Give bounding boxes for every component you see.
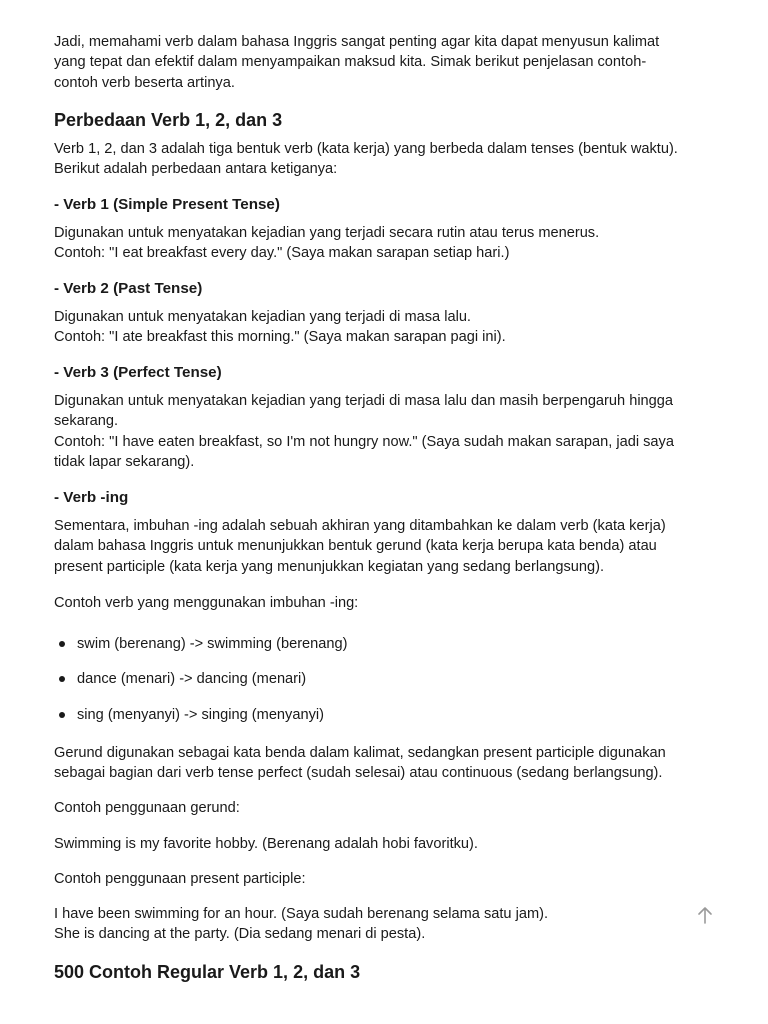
- intro-paragraph: [54, 32, 724, 93]
- paragraph-line: Contoh: "I have eaten breakfast, so I'm not hungry now." (Saya sudah makan sarapan, jadi saya: [54, 433, 674, 450]
- paragraph-line: Digunakan untuk menyatakan kejadian yang terjadi di masa lalu dan masih berpengaruh hingga: [54, 393, 674, 409]
- paragraph-line: Sementara, imbuhan -ing adalah sebuah akhiran yang ditambahkan ke dalam verb (kata kerja): [54, 518, 666, 534]
- intro-line: Jadi, memahami verb dalam bahasa Inggris sangat penting agar kita dapat menyusun kalimat: [54, 34, 660, 50]
- verbing-paragraph: [54, 516, 724, 577]
- list-item: sing (menyanyi) -> singing (menyanyi): [54, 705, 724, 725]
- verb1-paragraph: [54, 223, 724, 264]
- section-heading-regular-verbs: 500 Contoh Regular Verb 1, 2, dan 3: [54, 962, 361, 982]
- verbing-heading: - Verb -ing: [54, 489, 129, 506]
- participle-label: Contoh penggunaan present participle:: [54, 871, 306, 887]
- verb3-paragraph: [54, 391, 724, 473]
- paragraph-line: Gerund digunakan sebagai kata benda dalam kalimat, sedangkan present participle digunakan: [54, 745, 666, 761]
- paragraph-line: Digunakan untuk menyatakan kejadian yang terjadi di masa lalu.: [54, 309, 471, 325]
- verb3-heading: - Verb 3 (Perfect Tense): [54, 364, 222, 381]
- paragraph-line: I have been swimming for an hour. (Saya sudah berenang selama satu jam).: [54, 906, 549, 922]
- paragraph-line: dalam bahasa Inggris untuk menunjukkan bentuk gerund (kata kerja berupa kata benda) atau: [54, 538, 657, 555]
- paragraph-line: sekarang.: [54, 413, 119, 430]
- paragraph-line: Digunakan untuk menyatakan kejadian yang terjadi secara rutin atau terus menerus.: [54, 225, 600, 241]
- gerund-label: Contoh penggunaan gerund:: [54, 800, 240, 816]
- verb2-paragraph: [54, 307, 724, 348]
- examples-list: [54, 634, 724, 725]
- participle-examples: [54, 904, 724, 945]
- paragraph-line: She is dancing at the party. (Dia sedang menari di pesta).: [54, 926, 426, 943]
- intro-line: yang tepat dan efektif dalam menyampaikan maksud kita. Simak berikut penjelasan contoh-: [54, 54, 647, 71]
- arrow-up-icon: [697, 906, 713, 924]
- list-item: swim (berenang) -> swimming (berenang): [54, 634, 724, 654]
- paragraph-line: present participle (kata kerja yang menunjukkan kegiatan yang sedang berlangsung).: [54, 558, 605, 575]
- gerund-example: Swimming is my favorite hobby. (Berenang adalah hobi favoritku).: [54, 836, 478, 852]
- section-description: [54, 139, 724, 180]
- intro-line: contoh verb beserta artinya.: [54, 74, 235, 91]
- verb1-heading: - Verb 1 (Simple Present Tense): [54, 196, 280, 213]
- examples-intro: Contoh verb yang menggunakan imbuhan -ing:: [54, 595, 359, 611]
- paragraph-line: Contoh: "I eat breakfast every day." (Saya makan sarapan setiap hari.): [54, 245, 510, 262]
- paragraph-line: Berikut adalah perbedaan antara ketiganya:: [54, 161, 338, 178]
- list-item: dance (menari) -> dancing (menari): [54, 669, 724, 689]
- gerund-paragraph: [54, 743, 724, 784]
- paragraph-line: Verb 1, 2, dan 3 adalah tiga bentuk verb (kata kerja) yang berbeda dalam tenses (bentuk waktu).: [54, 141, 678, 157]
- verb2-heading: - Verb 2 (Past Tense): [54, 280, 203, 297]
- section-heading-perbedaan: Perbedaan Verb 1, 2, dan 3: [54, 110, 283, 130]
- paragraph-line: Contoh: "I ate breakfast this morning." (Saya makan sarapan pagi ini).: [54, 329, 506, 346]
- scroll-to-top-button[interactable]: [695, 905, 715, 925]
- paragraph-line: tidak lapar sekarang).: [54, 454, 195, 471]
- paragraph-line: sebagai bagian dari verb tense perfect (sudah selesai) atau continuous (sedang berlangsung).: [54, 765, 663, 782]
